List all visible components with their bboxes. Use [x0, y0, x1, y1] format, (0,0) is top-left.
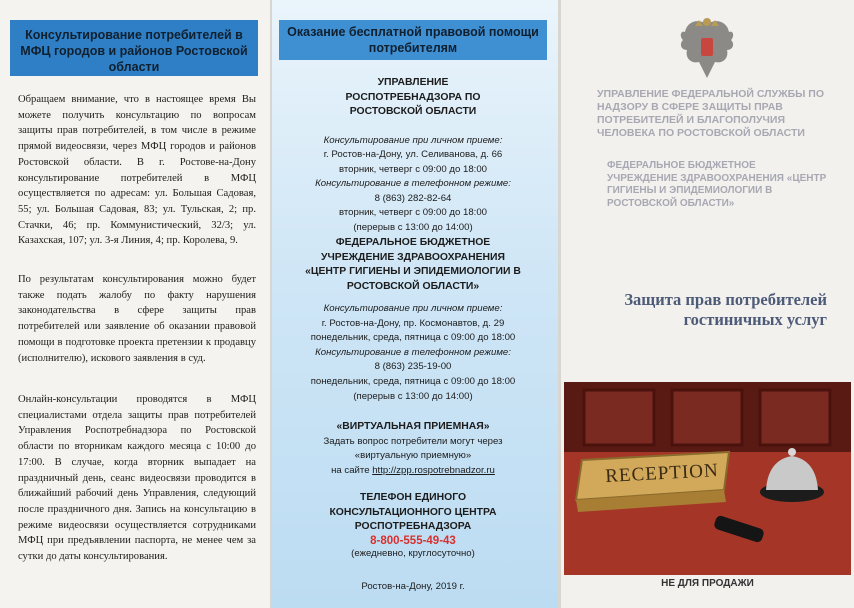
org-rospotrebnadzor	[280, 76, 546, 236]
middle-header: Оказание бесплатной правовой помощи потребителям	[279, 20, 547, 60]
hotline	[280, 491, 546, 561]
paragraph-mfc-addresses: Обращаем внимание, что в настоящее время Вы можете получить консультацию по вопросам защиты прав потребителей, в том числе в режиме прямой видеосвязи, через МФЦ городов и районов Ростовской области. В г. Ростове-на-Дону консультирование потребителей в МФЦ осуществляется по адресам: ул. Большая Садовая, 55; ул. Большая Садовая, 83; ул. Тульская, 2; пр. Стачки, 46; пр. Коммунистический, 32/3; ул. Казахская, 107; ул. 3-я Линия, 4; пр. Королева, 9.	[18, 94, 256, 247]
virtual-title: «ВИРТУАЛЬНАЯ ПРИЕМНАЯ»	[336, 421, 490, 432]
middle-panel	[272, 0, 558, 608]
hotline-note: (ежедневно, круглосуточно)	[351, 547, 475, 559]
virtual-reception	[280, 420, 546, 478]
phone: 8 (863) 235-19-00	[374, 361, 452, 373]
phone-label: Консультирование в телефонном режиме:	[315, 346, 511, 358]
reception-sign: RECEPTION	[604, 460, 720, 487]
paragraph-online-consultations: Онлайн-консультации проводятся в МФЦ специалистами отдела защиты прав потребителей Управления Роспотребнадзора по Ростовской области по вторникам каждого месяца с 10:00 до 17:00. В случае, когда вторник выпадает на праздничный день, сеанс видеосвязи проводится в ближайший рабочий день Управления, следующий после праздничного дня. Запись на консультацию в режиме видеосвязи осуществляется сотрудниками МФЦ при предъявлении паспорта, не менее чем за сутки до даты консультирования.	[18, 394, 256, 563]
brochure-title: Защита прав потребителей гостиничных услуг	[624, 290, 827, 329]
virtual-prefix: на сайте	[331, 464, 373, 476]
personal-label: Консультирование при личном приеме:	[323, 134, 503, 146]
org-fbuz	[280, 236, 546, 404]
middle-footer: Ростов-на-Дону, 2019 г.	[361, 581, 465, 592]
institution-name: ФЕДЕРАЛЬНОЕ БЮДЖЕТНОЕ УЧРЕЖДЕНИЕ ЗДРАВООХРАНЕНИЯ «ЦЕНТР ГИГИЕНЫ И ЭПИДЕМИОЛОГИИ В РОСТОВСКОЙ ОБЛАСТИ»	[607, 160, 827, 209]
left-header: Консультирование потребителей в МФЦ городов и районов Ростовской области	[10, 20, 258, 76]
hotline-title: ТЕЛЕФОН ЕДИНОГО КОНСУЛЬТАЦИОННОГО ЦЕНТРА РОСПОТРЕБНАДЗОРА	[329, 492, 497, 532]
agency-name: УПРАВЛЕНИЕ ФЕДЕРАЛЬНОЙ СЛУЖБЫ ПО НАДЗОРУ В СФЕРЕ ЗАЩИТЫ ПРАВ ПОТРЕБИТЕЛЕЙ И БЛАГОПОЛУЧИЯ ЧЕЛОВЕКА ПО РОСТОВСКОЙ ОБЛАСТИ	[597, 88, 825, 139]
phone: 8 (863) 282-82-64	[374, 192, 452, 204]
virtual-line3	[280, 464, 546, 479]
hours: вторник, четверг с 09:00 до 18:00	[338, 163, 487, 175]
address: г. Ростов-на-Дону, пр. Космонавтов, д. 29	[321, 317, 505, 329]
phone-label: Консультирование в телефонном режиме:	[315, 178, 511, 190]
personal-label: Консультирование при личном приеме:	[323, 303, 503, 314]
break-time: (перерыв с 13:00 до 14:00)	[353, 222, 473, 234]
reception-photo	[564, 382, 851, 575]
org-name: УПРАВЛЕНИЕ РОСПОТРЕБНАДЗОРА ПО РОСТОВСКОЙ ОБЛАСТИ	[345, 77, 481, 117]
hotline-phone: 8-800-555-49-43	[370, 534, 456, 547]
left-panel	[0, 0, 270, 608]
virtual-line2: «виртуальную приемную»	[354, 450, 472, 462]
hours: понедельник, среда, пятница с 09:00 до 18:00	[310, 332, 516, 344]
break-time: (перерыв с 13:00 до 14:00)	[353, 390, 473, 402]
paragraph-complaints: По результатам консультирования можно будет также подать жалобу по факту нарушения законодательства в сфере защиты прав потребителей или заявление об оказании правовой помощи в подготовке проекта претензии к продавцу (исполнителю), искового заявления в суд.	[18, 274, 256, 364]
coat-of-arms-emblem	[677, 16, 737, 86]
virtual-line1: Задать вопрос потребители могут через	[323, 435, 503, 447]
phone-hours: понедельник, среда, пятница с 09:00 до 18:00	[310, 375, 516, 387]
phone-hours: вторник, четверг с 09:00 до 18:00	[338, 207, 487, 219]
address: г. Ростов-на-Дону, ул. Селиванова, д. 66	[323, 149, 503, 161]
right-panel	[561, 0, 854, 608]
virtual-url-link[interactable]: http://zpp.rospotrebnadzor.ru	[372, 464, 495, 476]
org-name: ФЕДЕРАЛЬНОЕ БЮДЖЕТНОЕ УЧРЕЖДЕНИЕ ЗДРАВООХРАНЕНИЯ «ЦЕНТР ГИГИЕНЫ И ЭПИДЕМИОЛОГИИ В РОСТОВСКОЙ ОБЛАСТИ»	[305, 237, 521, 292]
not-for-sale-label: НЕ ДЛЯ ПРОДАЖИ	[661, 578, 754, 589]
